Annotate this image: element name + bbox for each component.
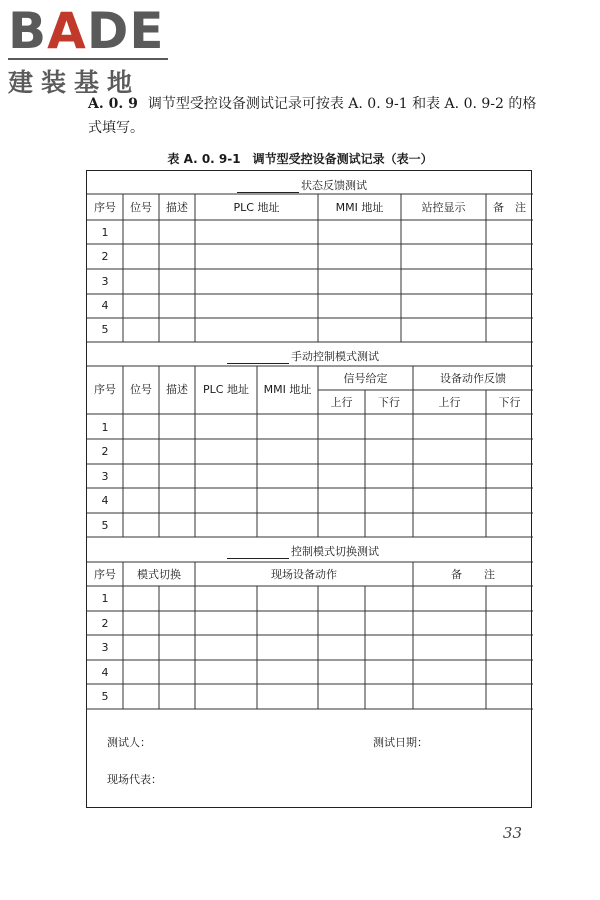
header-station-display: 站控显示 xyxy=(421,201,466,214)
header-signal-setting: 信号给定 xyxy=(343,372,388,385)
test-date-label: 测试日期： xyxy=(373,736,428,749)
row-number: 4 xyxy=(101,299,109,312)
header-serial: 序号 xyxy=(94,383,116,396)
row-number: 5 xyxy=(101,690,109,703)
header-action-feedback: 设备动作反馈 xyxy=(440,372,506,385)
header-plc-address: PLC 地址 xyxy=(203,383,249,396)
header-down: 下行 xyxy=(378,396,400,409)
logo-chinese: 建装基地 xyxy=(8,68,141,97)
logo xyxy=(8,2,168,99)
header-plc-address: PLC 地址 xyxy=(233,201,280,214)
header-up: 上行 xyxy=(330,396,353,409)
intro-paragraph xyxy=(88,92,538,140)
table-grid xyxy=(87,171,533,809)
header-description: 描述 xyxy=(166,201,188,214)
header-remarks: 备 注 xyxy=(493,201,526,214)
row-number: 2 xyxy=(101,250,109,263)
clause-number: A. 0. 9 xyxy=(88,96,138,112)
row-number: 5 xyxy=(101,519,109,532)
row-number: 1 xyxy=(101,421,109,434)
header-mmi-address: MMI 地址 xyxy=(335,201,384,214)
header-down: 下行 xyxy=(498,396,521,409)
section-title-status: 状态反馈测试 xyxy=(237,177,367,193)
name-blank[interactable] xyxy=(227,353,289,364)
test-record-table xyxy=(86,170,532,808)
header-serial: 序号 xyxy=(94,568,116,581)
section-title-mode-switch: 控制模式切换测试 xyxy=(227,543,379,559)
row-number: 5 xyxy=(101,323,109,336)
header-field-action: 现场设备动作 xyxy=(271,568,337,581)
row-number: 4 xyxy=(101,494,109,507)
header-up: 上行 xyxy=(438,396,461,409)
header-tag: 位号 xyxy=(130,383,152,396)
row-number: 3 xyxy=(101,641,109,654)
name-blank[interactable] xyxy=(227,548,289,559)
header-mmi-address: MMI 地址 xyxy=(263,383,312,396)
page-number: 33 xyxy=(502,824,522,842)
row-number: 2 xyxy=(101,445,109,458)
header-mode-switch: 模式切换 xyxy=(137,568,181,581)
section-title-manual: 手动控制模式测试 xyxy=(227,348,379,364)
tester-label: 测试人： xyxy=(107,736,151,749)
row-number: 1 xyxy=(101,592,109,605)
row-number: 3 xyxy=(101,275,109,288)
header-tag: 位号 xyxy=(130,201,152,214)
logo-wordmark: BADE xyxy=(8,2,165,60)
clause-text: 调节型受控设备测试记录可按表 A. 0. 9-1 和表 A. 0. 9-2 的格式填写。 xyxy=(88,96,537,136)
row-number: 3 xyxy=(101,470,109,483)
site-rep-label: 现场代表： xyxy=(107,773,162,786)
table-caption: 表 A. 0. 9-1 调节型受控设备测试记录（表一） xyxy=(167,152,433,166)
row-number: 1 xyxy=(101,226,109,239)
row-number: 4 xyxy=(101,666,109,679)
header-serial: 序号 xyxy=(94,201,116,214)
name-blank[interactable] xyxy=(237,182,299,193)
row-number: 2 xyxy=(101,617,109,630)
header-remarks: 备 注 xyxy=(451,568,495,581)
header-description: 描述 xyxy=(166,383,188,396)
